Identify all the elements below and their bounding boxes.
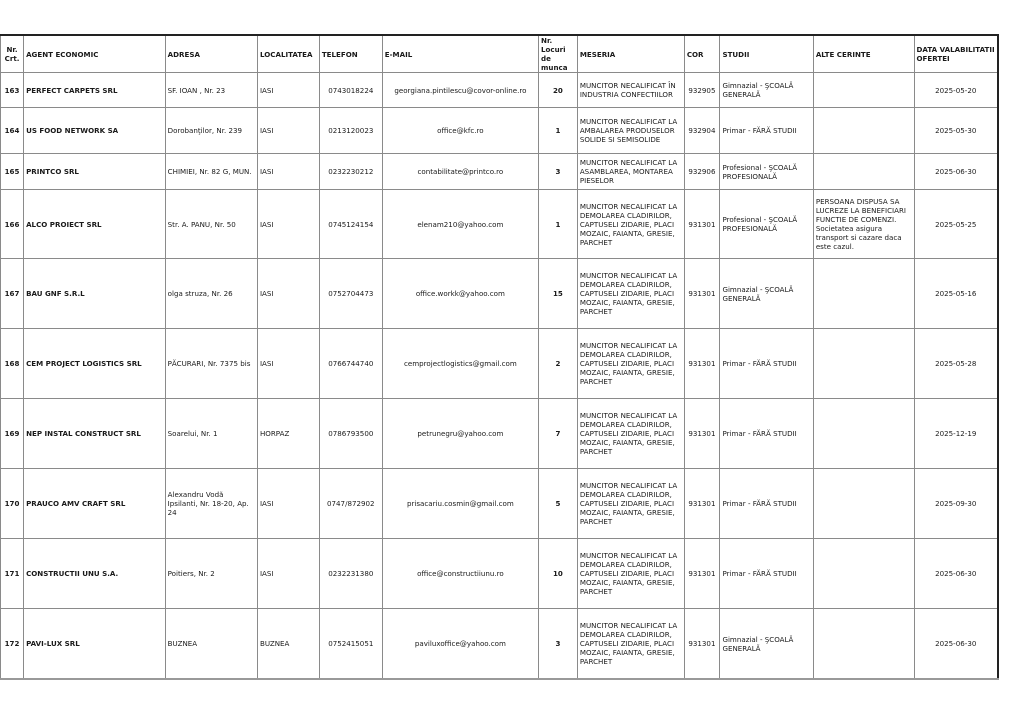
cell-adresa: Str. A. PANU, Nr. 50 — [165, 190, 257, 259]
table-row — [1, 259, 999, 329]
table-row — [1, 154, 999, 190]
cell-localitatea: IASI — [257, 469, 319, 539]
cell-locuri: 7 — [539, 399, 578, 469]
cell-studii: Gimnazial - ŞCOALĂ GENERALĂ — [720, 609, 813, 680]
cell-adresa: Alexandru Vodă Ipsilanti, Nr. 18-20, Ap. 24 — [165, 469, 257, 539]
cell-localitatea: IASI — [257, 190, 319, 259]
cell-meseria: MUNCITOR NECALIFICAT LA DEMOLAREA CLADIRILOR, CAPTUSELI ZIDARIE, PLACI MOZAIC, FAIANTA, GRESIE, PARCHET — [577, 399, 684, 469]
cell-localitatea: IASI — [257, 329, 319, 399]
cell-agent: PAVI-LUX SRL — [24, 609, 166, 680]
cell-locuri: 5 — [539, 469, 578, 539]
cell-data-valabilitate: 2025-05-28 — [914, 329, 998, 399]
cell-telefon: 0747/872902 — [319, 469, 382, 539]
cell-cor: 931301 — [684, 329, 720, 399]
cell-data-valabilitate: 2025-12-19 — [914, 399, 998, 469]
header-cor: COR — [684, 35, 720, 73]
cell-meseria: MUNCITOR NECALIFICAT LA DEMOLAREA CLADIRILOR, CAPTUSELI ZIDARIE, PLACI MOZAIC, FAIANTA, GRESIE, PARCHET — [577, 469, 684, 539]
header-locuri: Nr. Locuri de munca — [539, 35, 578, 73]
cell-email: paviluxoffice@yahoo.com — [382, 609, 538, 680]
cell-agent: PRAUCO AMV CRAFT SRL — [24, 469, 166, 539]
header-alte-cerinte: ALTE CERINTE — [813, 35, 914, 73]
cell-data-valabilitate: 2025-06-30 — [914, 154, 998, 190]
header-adresa: ADRESA — [165, 35, 257, 73]
cell-nr: 170 — [1, 469, 24, 539]
cell-locuri: 1 — [539, 108, 578, 154]
cell-adresa: SF. IOAN , Nr. 23 — [165, 73, 257, 108]
cell-localitatea: IASI — [257, 539, 319, 609]
cell-data-valabilitate: 2025-09-30 — [914, 469, 998, 539]
cell-cor: 932906 — [684, 154, 720, 190]
cell-localitatea: IASI — [257, 73, 319, 108]
cell-cor: 932905 — [684, 73, 720, 108]
cell-adresa: olga struza, Nr. 26 — [165, 259, 257, 329]
cell-locuri: 3 — [539, 154, 578, 190]
table-row — [1, 399, 999, 469]
cell-meseria: MUNCITOR NECALIFICAT LA DEMOLAREA CLADIRILOR, CAPTUSELI ZIDARIE, PLACI MOZAIC, FAIANTA, GRESIE, PARCHET — [577, 190, 684, 259]
cell-adresa: Dorobanţilor, Nr. 239 — [165, 108, 257, 154]
cell-adresa: CHIMIEI, Nr. 82 G, MUN. — [165, 154, 257, 190]
header-data-valabilitate: DATA VALABILITATII OFERTEI — [914, 35, 998, 73]
cell-locuri: 3 — [539, 609, 578, 680]
cell-meseria: MUNCITOR NECALIFICAT LA DEMOLAREA CLADIRILOR, CAPTUSELI ZIDARIE, PLACI MOZAIC, FAIANTA, GRESIE, PARCHET — [577, 329, 684, 399]
cell-email: office@kfc.ro — [382, 108, 538, 154]
cell-nr: 167 — [1, 259, 24, 329]
cell-alte-cerinte — [813, 154, 914, 190]
cell-agent: US FOOD NETWORK SA — [24, 108, 166, 154]
cell-alte-cerinte — [813, 73, 914, 108]
job-offers-sheet — [0, 34, 999, 680]
cell-localitatea: IASI — [257, 154, 319, 190]
cell-email: prisacariu.cosmin@gmail.com — [382, 469, 538, 539]
cell-adresa: Soarelui, Nr. 1 — [165, 399, 257, 469]
cell-email: cemprojectlogistics@gmail.com — [382, 329, 538, 399]
cell-data-valabilitate: 2025-06-30 — [914, 609, 998, 680]
cell-locuri: 1 — [539, 190, 578, 259]
cell-email: georgiana.pintilescu@covor-online.ro — [382, 73, 538, 108]
cell-nr: 171 — [1, 539, 24, 609]
cell-data-valabilitate: 2025-05-30 — [914, 108, 998, 154]
cell-studii: Profesional - ŞCOALĂ PROFESIONALĂ — [720, 190, 813, 259]
cell-meseria: MUNCITOR NECALIFICAT LA DEMOLAREA CLADIRILOR, CAPTUSELI ZIDARIE, PLACI MOZAIC, FAIANTA, GRESIE, PARCHET — [577, 259, 684, 329]
cell-studii: Primar - FĂRĂ STUDII — [720, 539, 813, 609]
cell-email: petrunegru@yahoo.com — [382, 399, 538, 469]
cell-agent: CONSTRUCTII UNU S.A. — [24, 539, 166, 609]
cell-telefon: 0766744740 — [319, 329, 382, 399]
cell-telefon: 0743018224 — [319, 73, 382, 108]
cell-studii: Gimnazial - ŞCOALĂ GENERALĂ — [720, 73, 813, 108]
table-row — [1, 469, 999, 539]
cell-alte-cerinte — [813, 399, 914, 469]
header-studii: STUDII — [720, 35, 813, 73]
cell-agent: PRINTCO SRL — [24, 154, 166, 190]
table-row — [1, 108, 999, 154]
cell-alte-cerinte — [813, 329, 914, 399]
cell-nr: 163 — [1, 73, 24, 108]
cell-adresa: BUZNEA — [165, 609, 257, 680]
cell-telefon: 0232231380 — [319, 539, 382, 609]
cell-studii: Primar - FĂRĂ STUDII — [720, 329, 813, 399]
cell-nr: 166 — [1, 190, 24, 259]
cell-alte-cerinte — [813, 108, 914, 154]
cell-studii: Gimnazial - ŞCOALĂ GENERALĂ — [720, 259, 813, 329]
cell-nr: 169 — [1, 399, 24, 469]
table-row — [1, 329, 999, 399]
cell-localitatea: HORPAZ — [257, 399, 319, 469]
cell-cor: 931301 — [684, 469, 720, 539]
cell-nr: 172 — [1, 609, 24, 680]
cell-data-valabilitate: 2025-05-20 — [914, 73, 998, 108]
header-telefon: TELEFON — [319, 35, 382, 73]
cell-agent: ALCO PROIECT SRL — [24, 190, 166, 259]
cell-agent: BAU GNF S.R.L — [24, 259, 166, 329]
cell-data-valabilitate: 2025-06-30 — [914, 539, 998, 609]
cell-data-valabilitate: 2025-05-25 — [914, 190, 998, 259]
cell-telefon: 0752704473 — [319, 259, 382, 329]
cell-nr: 165 — [1, 154, 24, 190]
cell-meseria: MUNCITOR NECALIFICAT LA ASAMBLAREA, MONTAREA PIESELOR — [577, 154, 684, 190]
cell-locuri: 10 — [539, 539, 578, 609]
cell-locuri: 20 — [539, 73, 578, 108]
cell-localitatea: IASI — [257, 259, 319, 329]
cell-cor: 931301 — [684, 539, 720, 609]
header-localitatea: LOCALITATEA — [257, 35, 319, 73]
cell-locuri: 15 — [539, 259, 578, 329]
cell-cor: 931301 — [684, 190, 720, 259]
table-body — [1, 73, 999, 680]
cell-cor: 932904 — [684, 108, 720, 154]
cell-telefon: 0232230212 — [319, 154, 382, 190]
cell-telefon: 0745124154 — [319, 190, 382, 259]
header-agent: AGENT ECONOMIC — [24, 35, 166, 73]
cell-data-valabilitate: 2025-05-16 — [914, 259, 998, 329]
cell-email: contabilitate@printco.ro — [382, 154, 538, 190]
cell-cor: 931301 — [684, 259, 720, 329]
cell-alte-cerinte — [813, 259, 914, 329]
cell-meseria: MUNCITOR NECALIFICAT LA AMBALAREA PRODUSELOR SOLIDE SI SEMISOLIDE — [577, 108, 684, 154]
header-nr: Nr. Crt. — [1, 35, 24, 73]
cell-alte-cerinte — [813, 609, 914, 680]
cell-locuri: 2 — [539, 329, 578, 399]
cell-email: office.workk@yahoo.com — [382, 259, 538, 329]
cell-agent: CEM PROJECT LOGISTICS SRL — [24, 329, 166, 399]
cell-meseria: MUNCITOR NECALIFICAT ÎN INDUSTRIA CONFECTIILOR — [577, 73, 684, 108]
cell-meseria: MUNCITOR NECALIFICAT LA DEMOLAREA CLADIRILOR, CAPTUSELI ZIDARIE, PLACI MOZAIC, FAIANTA, GRESIE, PARCHET — [577, 609, 684, 680]
table-row — [1, 609, 999, 680]
cell-telefon: 0786793500 — [319, 399, 382, 469]
cell-agent: NEP INSTAL CONSTRUCT SRL — [24, 399, 166, 469]
cell-studii: Primar - FĂRĂ STUDII — [720, 108, 813, 154]
header-email: E-MAIL — [382, 35, 538, 73]
cell-alte-cerinte — [813, 469, 914, 539]
job-offers-table — [0, 34, 999, 680]
cell-email: elenam210@yahoo.com — [382, 190, 538, 259]
cell-meseria: MUNCITOR NECALIFICAT LA DEMOLAREA CLADIRILOR, CAPTUSELI ZIDARIE, PLACI MOZAIC, FAIANTA, GRESIE, PARCHET — [577, 539, 684, 609]
cell-alte-cerinte: PERSOANA DISPUSA SA LUCREZE LA BENEFICIARI FUNCTIE DE COMENZI. Societatea asigura transport si cazare daca este cazul. — [813, 190, 914, 259]
cell-alte-cerinte — [813, 539, 914, 609]
cell-studii: Profesional - ŞCOALĂ PROFESIONALĂ — [720, 154, 813, 190]
cell-adresa: PĂCURARI, Nr. 7375 bis — [165, 329, 257, 399]
cell-nr: 164 — [1, 108, 24, 154]
cell-cor: 931301 — [684, 609, 720, 680]
cell-studii: Primar - FĂRĂ STUDII — [720, 469, 813, 539]
cell-cor: 931301 — [684, 399, 720, 469]
cell-localitatea: IASI — [257, 108, 319, 154]
cell-adresa: Poitiers, Nr. 2 — [165, 539, 257, 609]
cell-agent: PERFECT CARPETS SRL — [24, 73, 166, 108]
table-row — [1, 539, 999, 609]
cell-studii: Primar - FĂRĂ STUDII — [720, 399, 813, 469]
cell-localitatea: BUZNEA — [257, 609, 319, 680]
cell-telefon: 0752415051 — [319, 609, 382, 680]
table-row — [1, 190, 999, 259]
cell-nr: 168 — [1, 329, 24, 399]
header-meseria: MESERIA — [577, 35, 684, 73]
header-row — [1, 35, 999, 73]
table-row — [1, 73, 999, 108]
cell-email: office@constructiiunu.ro — [382, 539, 538, 609]
cell-telefon: 0213120023 — [319, 108, 382, 154]
